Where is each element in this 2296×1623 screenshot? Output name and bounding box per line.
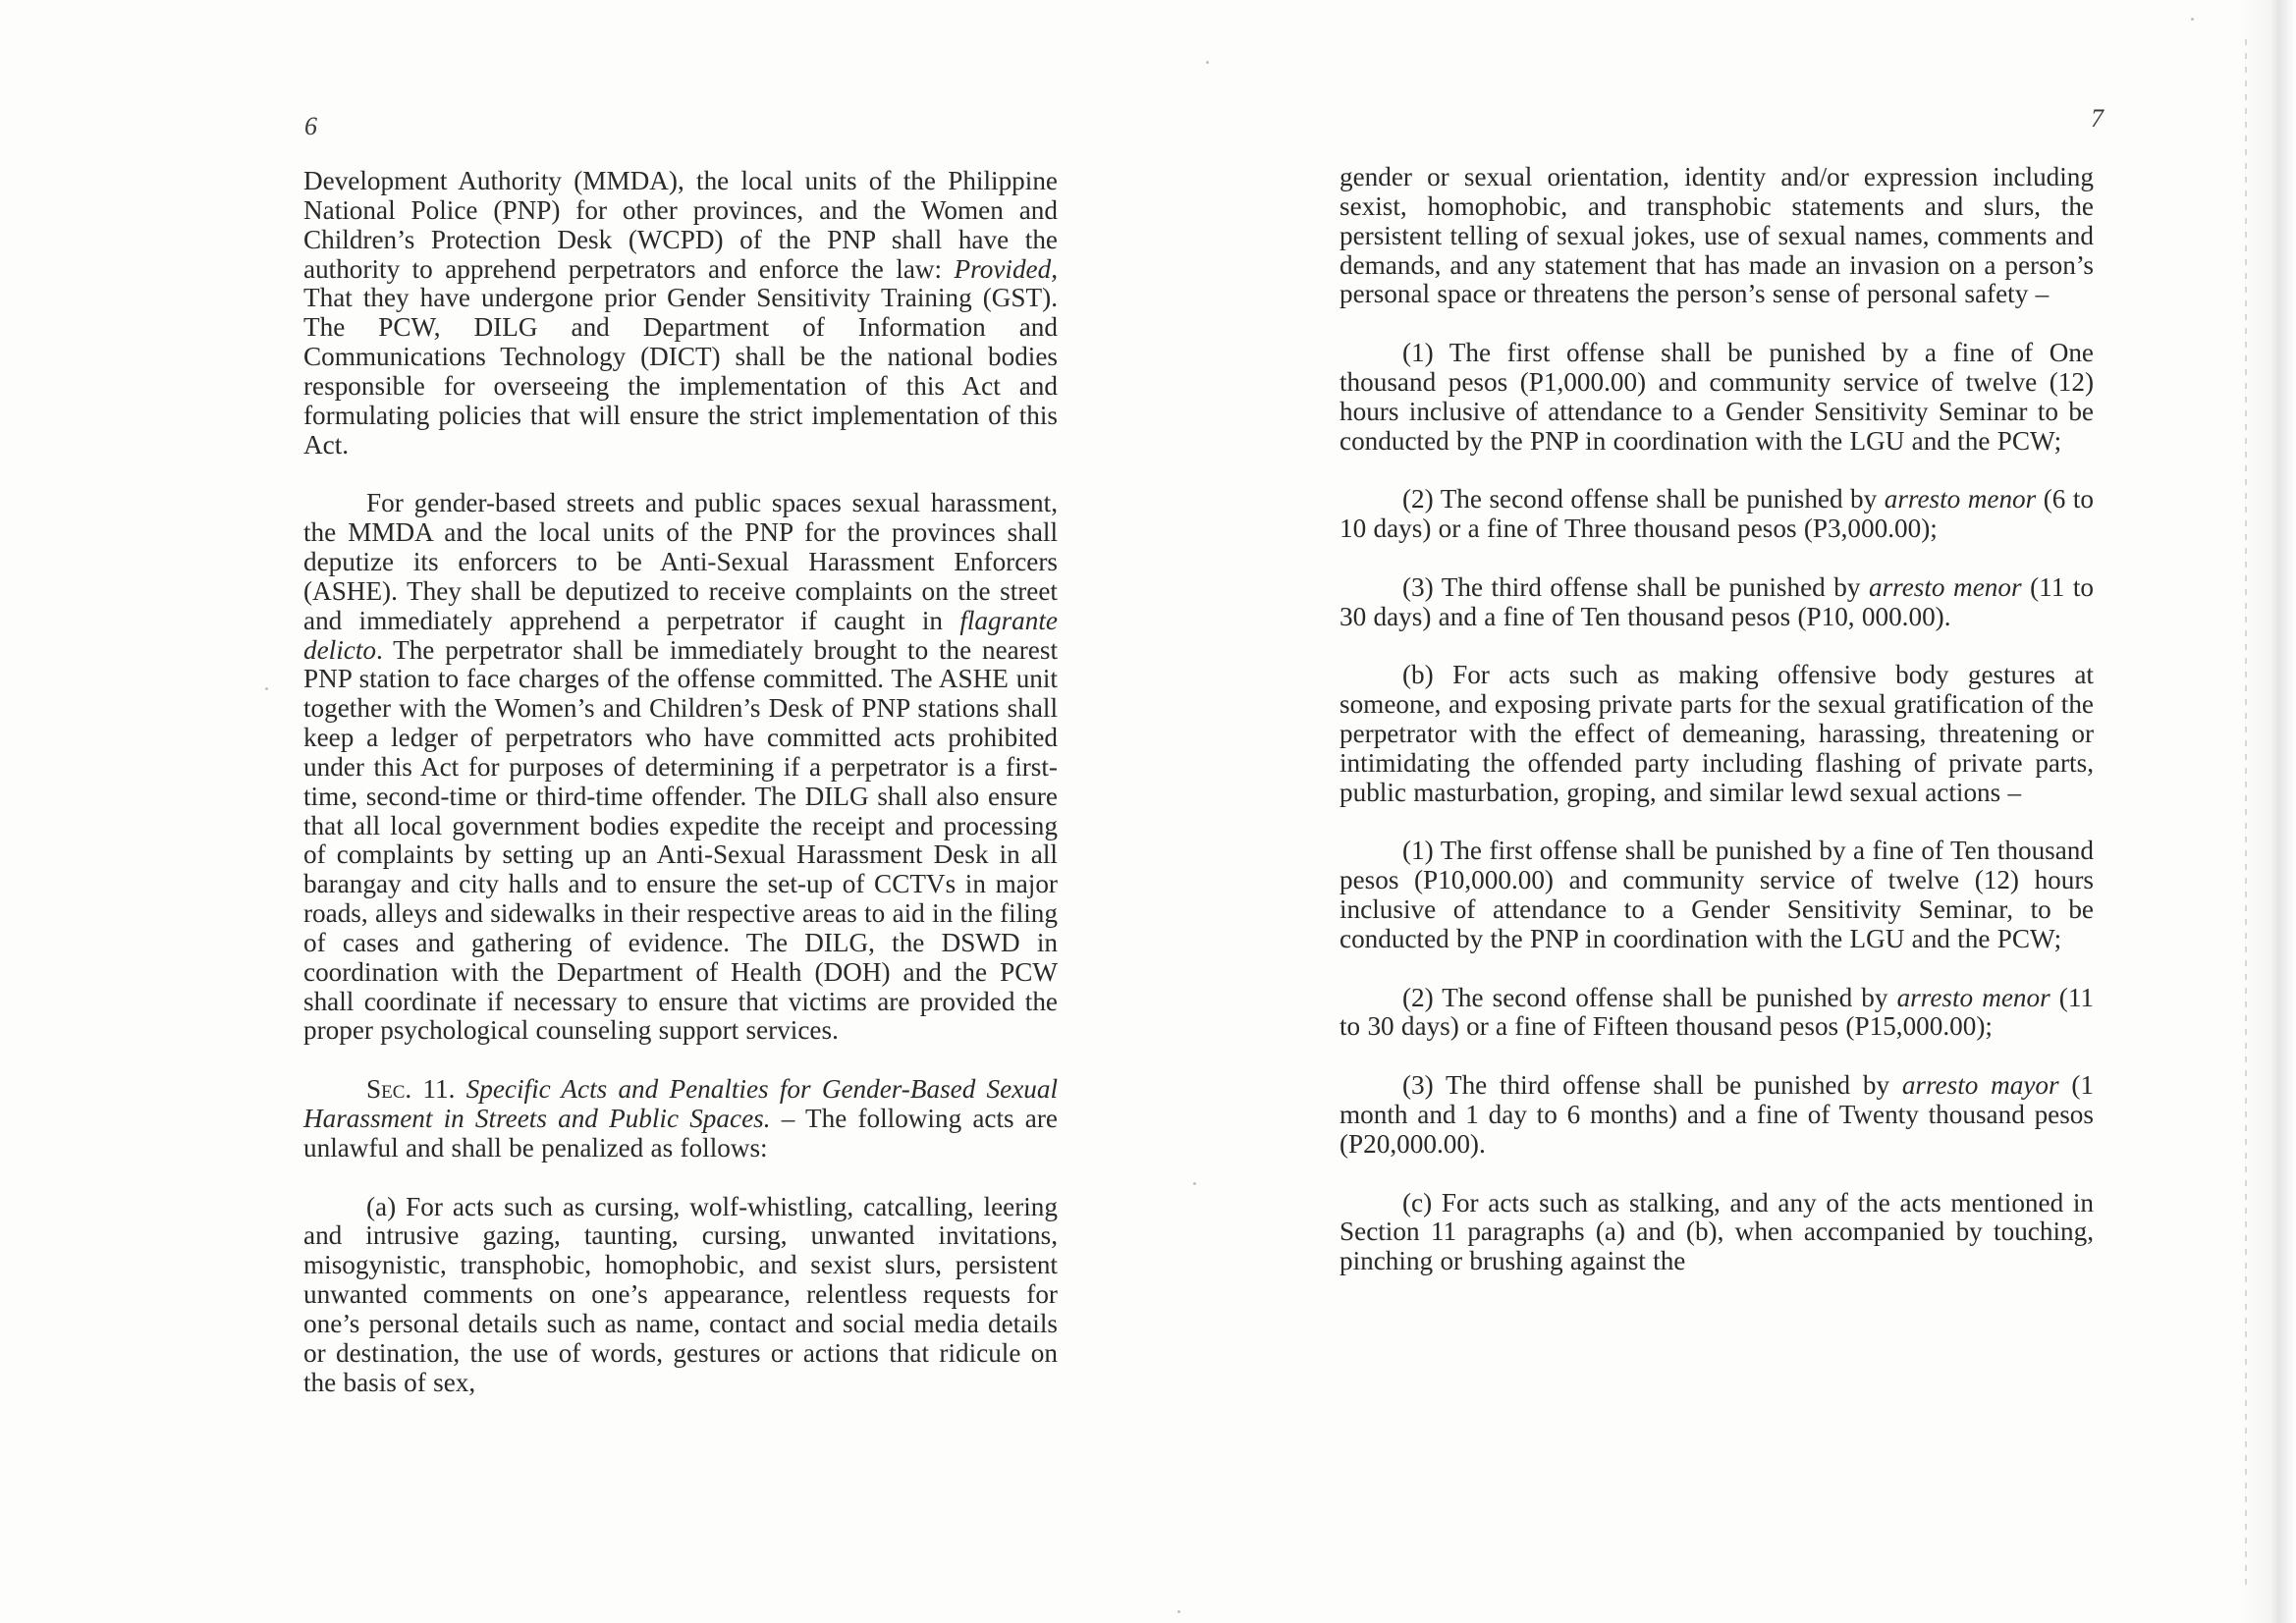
paragraph: (c) For acts such as stalking, and any of the acts mentioned in Section 11 paragraphs (a) and (b), when accompanied by touching, pinching or brushing against the xyxy=(1339,1187,2094,1276)
paragraph-text: (3) The third offense shall be punished by xyxy=(1402,571,1869,602)
list-item xyxy=(1339,1071,2094,1160)
scan-edge-line xyxy=(2245,39,2247,1591)
paragraph-text: (11 to 30 days) and a fine of Ten thousand pesos (P10, 000.00). xyxy=(1339,571,2094,631)
scan-edge-shadow xyxy=(2239,0,2296,1623)
paragraph: gender or sexual orientation, identity and/or expression including sexist, homophobic, and transphobic statements and slurs, the persistent telling of sexual jokes, use of sexual names, comments and demands, and any statement that has made an invasion on a person’s personal space or threatens the person’s sense of personal safety – xyxy=(1339,162,2094,309)
scan-speck xyxy=(265,687,268,690)
paragraph-text: (11 to 30 days) or a fine of Fifteen thousand pesos (P15,000.00); xyxy=(1339,982,2095,1042)
scan-speck xyxy=(1177,1610,1180,1613)
italic-term: Provided, xyxy=(954,253,1058,284)
section-label: Sec. 11. xyxy=(366,1074,456,1105)
paragraph-text: – The following acts are unlawful and shall be penalized as follows: xyxy=(303,1104,1058,1163)
italic-term: flagrante delicto xyxy=(303,605,1058,665)
paragraph: (b) For acts such as making offensive body gestures at someone, and exposing private parts for the sexual gratification of the perpetrator with the effect of demeaning, harassing, threatening or intimidating the offended party including flashing of private parts, public masturbation, groping, and similar lewd sexual actions – xyxy=(1339,660,2094,807)
section-title: Specific Acts and Penalties for Gender-Based Sexual Harassment in Streets and Public Spaces. xyxy=(303,1074,1059,1133)
list-item: (1) The first offense shall be punished by a fine of Ten thousand pesos (P10,000.00) and community service of twelve (12) hours inclusive of attendance to a Gender Sensitivity Seminar, to be conducted by the PNP in coordination with the LGU and the PCW; xyxy=(1339,836,2094,953)
paragraph xyxy=(303,167,1058,460)
list-item: (1) The first offense shall be punished by a fine of One thousand pesos (P1,000.00) and community service of twelve (12) hours inclusive of attendance to a Gender Sensitivity Seminar to be conducted by the PNP in coordination with the LGU and the PCW; xyxy=(1339,338,2094,456)
paragraph-text: For gender-based streets and public spaces sexual harassment, the MMDA and the local units of the PNP for the provinces shall deputize its enforcers to be Anti-Sexual Harassment Enforcers (ASHE). They shall be deputized to receive complaints on the street and immediately apprehend a perpetrator if caught in xyxy=(303,488,1058,635)
page-number-left: 6 xyxy=(304,112,317,140)
list-item xyxy=(1339,573,2094,632)
right-page-text-column xyxy=(1339,163,2094,1276)
page-number-right: 7 xyxy=(2091,104,2104,133)
section-heading-paragraph xyxy=(303,1075,1058,1163)
paragraph-text: (2) The second offense shall be punished by xyxy=(1402,982,1897,1012)
list-item xyxy=(1339,984,2094,1043)
scan-speck xyxy=(2191,18,2194,21)
paragraph-text: That they have undergone prior Gender Sensitivity Training (GST). The PCW, DILG and Department of Information and Communications Technology (DICT) shall be the national bodies responsible for overseeing the implementation of this Act and formulating policies that will ensure the strict implementation of this Act. xyxy=(303,283,1058,460)
paragraph-text: (6 to 10 days) or a fine of Three thousand pesos (P3,000.00); xyxy=(1339,484,2094,544)
paragraph-text: (3) The third offense shall be punished by xyxy=(1402,1070,1902,1101)
paragraph-text: (1 month and 1 day to 6 months) and a fine of Twenty thousand pesos (P20,000.00). xyxy=(1339,1070,2095,1159)
paragraph-text: (2) The second offense shall be punished by xyxy=(1402,484,1885,514)
paragraph-text: . The perpetrator shall be immediately brought to the nearest PNP station to face charges of the offense committed. The ASHE unit together with the Women’s and Children’s Desk of PNP stations shall keep a ledger of perpetrators who have committed acts prohibited under this Act for purposes of determining if a perpetrator is a first-time, second-time or third-time offender. The DILG shall also ensure that all local government bodies expedite the receipt and processing of complaints by setting up an Anti-Sexual Harassment Desk in all barangay and city halls and to ensure the set-up of CCTVs in major roads, alleys and sidewalks in their respective areas to aid in the filing of cases and gathering of evidence. The DILG, the DSWD in coordination with the Department of Health (DOH) and the PCW shall coordinate if necessary to ensure that victims are provided the proper psychological counseling support services. xyxy=(303,634,1058,1046)
italic-term: arresto menor xyxy=(1896,982,2050,1012)
left-page-text-column xyxy=(303,167,1058,1397)
list-item xyxy=(1339,485,2094,544)
paragraph-text: Development Authority (MMDA), the local units of the Philippine National Police (PNP) for other provinces, and the Women and Children’s Protection Desk (WCPD) of the PNP shall have the authority to apprehend perpetrators and enforce the law: xyxy=(303,166,1058,284)
paragraph xyxy=(303,489,1058,1046)
italic-term: arresto menor xyxy=(1884,484,2037,514)
italic-term: arresto menor xyxy=(1868,571,2022,602)
italic-term: arresto mayor xyxy=(1901,1070,2059,1101)
right-page xyxy=(1148,0,2296,1623)
paragraph: (a) For acts such as cursing, wolf-whistling, catcalling, leering and intrusive gazing, taunting, cursing, unwanted invitations, misogynistic, transphobic, homophobic, and sexist slurs, persistent unwanted comments on one’s appearance, relentless requests for one’s personal details such as name, contact and social media details or destination, the use of words, gestures or actions that ridicule on the basis of sex, xyxy=(303,1191,1058,1397)
